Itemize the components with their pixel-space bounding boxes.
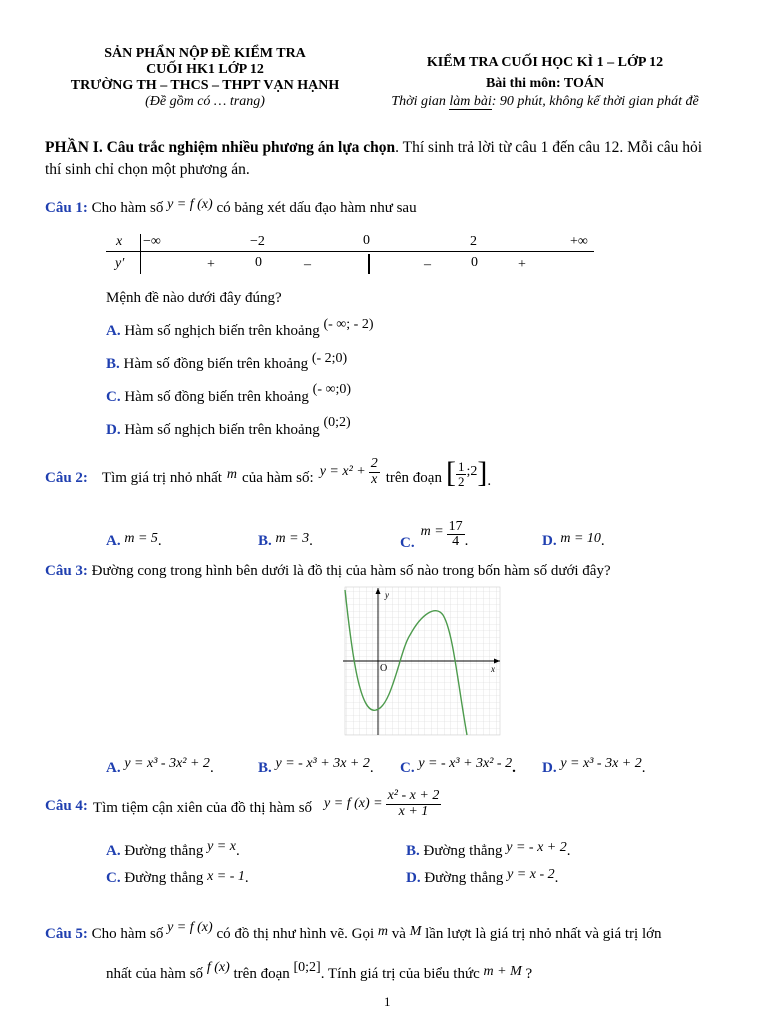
q2-option-d[interactable]: D. m = 10. (542, 531, 605, 549)
q2-label: Câu 2: (45, 469, 88, 486)
header-right-line1: KIỂM TRA CUỐI HỌC KÌ 1 – LỚP 12 (426, 55, 664, 70)
table-x-label: x (116, 234, 123, 249)
q2-frac-den: x (371, 471, 378, 487)
q5-stem-line1 (45, 920, 662, 943)
q4-stem (45, 786, 441, 826)
q3-option-a-letter: A. (106, 760, 121, 776)
table-v-line (140, 234, 141, 274)
q5-text-c: và (391, 926, 406, 942)
exam-header (360, 54, 730, 111)
q3-option-b-math: y = - x³ + 3x + 2 (275, 756, 370, 771)
q3-option-c[interactable]: C. y = - x³ + 3x² - 2. (400, 756, 516, 776)
y-val-2: – (304, 257, 311, 272)
q4-option-a-text: Đường thẳng (124, 843, 204, 859)
q1-option-a-math: (- ∞; - 2) (323, 317, 374, 332)
x-val-3: 2 (470, 234, 477, 249)
x-axis-label: x (491, 664, 495, 674)
q4-option-b-math: y = - x + 2 (506, 840, 567, 855)
q1-option-d[interactable] (106, 415, 351, 439)
page-number: 1 (384, 994, 391, 1009)
q2-interval-frac (456, 460, 467, 488)
y-val-5: + (518, 257, 526, 272)
q1-option-c-math: (- ∞;0) (312, 382, 352, 397)
y-val-0: + (207, 257, 215, 272)
q2-frac (369, 457, 380, 487)
q1-option-a-text: Hàm số nghịch biến trên khoảng (124, 323, 320, 339)
q3-graph (340, 585, 502, 737)
x-val-0: −∞ (143, 234, 161, 249)
q1-option-c-letter: C. (106, 389, 121, 405)
header-left-line1: SẢN PHẨN NỘP ĐỀ KIỂM TRA (104, 46, 306, 61)
q5-text-b: có đồ thị như hình vẽ. Gọi (216, 926, 375, 942)
q4-option-d-letter: D. (406, 870, 421, 886)
q1-stem (45, 197, 417, 217)
q5-stem-line2 (106, 960, 533, 983)
q5-func: y = f (x) (167, 920, 213, 935)
q1-option-b[interactable] (106, 351, 348, 373)
q2-option-c[interactable]: C. m = $\frac{17}{4}$ . (400, 518, 469, 551)
q4-option-b[interactable]: B. Đường thẳng y = - x + 2. (406, 840, 571, 859)
q4-option-b-text: Đường thẳng (423, 843, 503, 859)
header-right-line2: Bài thi môn: TOÁN (485, 76, 605, 91)
q5-m: m (377, 924, 389, 939)
q2-text-b: của hàm số: (242, 469, 314, 486)
q5-text-a: Cho hàm số (91, 926, 164, 942)
q5-interval: [0;2] (293, 960, 321, 975)
x-val-1: −2 (250, 234, 265, 249)
x-val-4: +∞ (570, 234, 588, 249)
q5-label: Câu 5: (45, 926, 88, 942)
q4-option-a-math: y = x (207, 839, 236, 854)
q3-option-c-letter: C. (400, 760, 415, 776)
q1-option-d-letter: D. (106, 422, 121, 438)
q5-text-f: trên đoạn (233, 966, 290, 982)
q2-option-d-letter: D. (542, 533, 557, 549)
q2-func: y = x² + (319, 464, 366, 479)
table-double-bar (368, 254, 370, 274)
y-val-3: – (424, 257, 431, 272)
q3-option-a-math: y = x³ - 3x² + 2 (124, 756, 210, 771)
q1-option-a-letter: A. (106, 323, 121, 339)
q2-option-d-math: m = 10 (560, 531, 601, 546)
header-left-line4: (Đề gồm có … trang) (145, 94, 265, 109)
q2-option-c-letter: C. (400, 535, 415, 551)
q4-option-d-text: Đường thẳng (424, 870, 504, 886)
q2-interval-num: 1 (457, 458, 465, 474)
y-axis-label: y (385, 590, 389, 600)
q3-stem (45, 563, 611, 580)
q1-option-b-letter: B. (106, 356, 120, 372)
q5-expr: m + M (483, 964, 522, 979)
q3-option-b-letter: B. (258, 760, 272, 776)
q2-interval-end: ;2 (466, 464, 478, 479)
q2-option-b[interactable]: B. m = 3. (258, 531, 313, 549)
q3-option-c-math: y = - x³ + 3x² - 2 (418, 756, 513, 771)
part1-text-a: . Thí sinh trả lời từ câu 1 đến câu 12. Mỗi câu hỏi (395, 139, 703, 156)
q2-interval-den: 2 (457, 473, 465, 489)
q4-frac-num: x² - x + 2 (387, 787, 440, 803)
header-left-line2: CUỐI HK1 LỚP 12 (146, 62, 264, 77)
q5-text-d: lần lượt là giá trị nhỏ nhất và giá trị lớn (425, 926, 662, 942)
q4-option-d-math: y = x - 2 (507, 867, 555, 882)
q2-option-a-math: m = 5 (124, 531, 158, 546)
q5-text-e: nhất của hàm số (106, 966, 204, 982)
q1-option-a[interactable] (106, 317, 374, 340)
q3-option-d-math: y = x³ - 3x + 2 (560, 756, 642, 771)
q2-period: . (487, 472, 492, 489)
part1-text-b: thí sinh chỉ chọn một phương án. (45, 161, 250, 178)
q1-option-d-text: Hàm số nghịch biến trên khoảng (124, 422, 320, 438)
q2-bracket-left: [ (445, 456, 456, 489)
y-val-1: 0 (255, 255, 262, 270)
q2-text-c: trên đoạn (385, 469, 442, 486)
q2-option-b-letter: B. (258, 533, 272, 549)
time-text-b: làm bài (449, 94, 492, 109)
q4-frac (386, 789, 442, 819)
q4-option-c-letter: C. (106, 870, 121, 886)
q2-option-b-math: m = 3 (275, 531, 310, 546)
q2-option-c-num: 17 (448, 518, 463, 534)
q1-text-b: có bảng xét dấu đạo hàm như sau (216, 200, 417, 216)
q1-prompt: Mệnh đề nào dưới đây đúng? (106, 290, 282, 306)
q2-m: m (226, 467, 238, 482)
x-val-2: 0 (363, 233, 370, 248)
q4-text: Tìm tiệm cận xiên của đồ thị hàm số (92, 799, 313, 816)
table-h-line (106, 251, 594, 252)
time-text-a: Thời gian (391, 94, 450, 109)
part1-instructions (45, 137, 702, 181)
q2-option-c-den: 4 (452, 534, 460, 550)
q2-bracket-right: ] (477, 456, 488, 489)
origin-label: O (380, 663, 388, 674)
q4-func: y = f (x) = (324, 796, 383, 811)
q1-text-a: Cho hàm số (91, 200, 164, 216)
q1-label: Câu 1: (45, 200, 88, 216)
q2-option-c-math: m = (420, 524, 444, 539)
q1-option-b-text: Hàm số đồng biến trên khoảng (123, 356, 309, 372)
q4-option-a[interactable]: A. Đường thẳng y = x. (106, 839, 240, 859)
q1-option-c-text: Hàm số đồng biến trên khoảng (124, 389, 309, 405)
header-left-line3: TRƯỜNG TH – THCS – THPT VẠN HẠNH (70, 78, 340, 93)
q4-option-c[interactable]: C. Đường thẳng x = - 1. (106, 869, 249, 886)
q3-option-b[interactable]: B. y = - x³ + 3x + 2. (258, 756, 374, 776)
part1-heading: PHẦN I. Câu trắc nghiệm nhiều phương án lựa chọn (45, 139, 396, 156)
q1-option-b-math: (- 2;0) (311, 351, 348, 366)
q4-option-a-letter: A. (106, 843, 121, 859)
table-y-label: y′ (115, 256, 125, 271)
q4-option-c-math: x = - 1 (207, 869, 245, 884)
q2-option-a[interactable]: A. m = 5. (106, 531, 162, 549)
header-right-line3 (360, 93, 730, 111)
q4-option-c-text: Đường thẳng (124, 870, 204, 886)
y-val-4: 0 (471, 255, 478, 270)
q1-func: y = f (x) (167, 197, 213, 212)
q1-option-d-math: (0;2) (323, 415, 351, 430)
time-text-c: : 90 phút, không kể thời gian phát đề (491, 94, 699, 109)
q5-M: M (409, 924, 422, 939)
q3-option-a[interactable]: A. y = x³ - 3x² + 2. (106, 756, 214, 776)
q4-option-d[interactable]: D. Đường thẳng y = x - 2. (406, 867, 559, 886)
q4-label: Câu 4: (45, 797, 88, 814)
q2-text-a: Tìm giá trị nhỏ nhất (101, 469, 222, 486)
q2-stem (45, 455, 492, 498)
q2-option-c-frac (447, 520, 465, 550)
q3-text: Đường cong trong hình bên dưới là đồ thị của hàm số nào trong bốn hàm số dưới đây? (91, 563, 611, 579)
q5-fx: f (x) (206, 960, 230, 975)
q2-frac-num: 2 (370, 455, 378, 471)
q5-text-g: . Tính giá trị của biểu thức (320, 966, 480, 982)
q3-label: Câu 3: (45, 563, 88, 579)
school-header (40, 46, 370, 110)
q4-option-b-letter: B. (406, 843, 420, 859)
q1-option-c[interactable] (106, 382, 352, 406)
q3-option-d[interactable]: D. y = x³ - 3x + 2. (542, 756, 646, 776)
q2-option-a-letter: A. (106, 533, 121, 549)
q3-option-d-letter: D. (542, 760, 557, 776)
q4-frac-den: x + 1 (398, 803, 429, 819)
q5-text-h: ? (525, 966, 533, 982)
